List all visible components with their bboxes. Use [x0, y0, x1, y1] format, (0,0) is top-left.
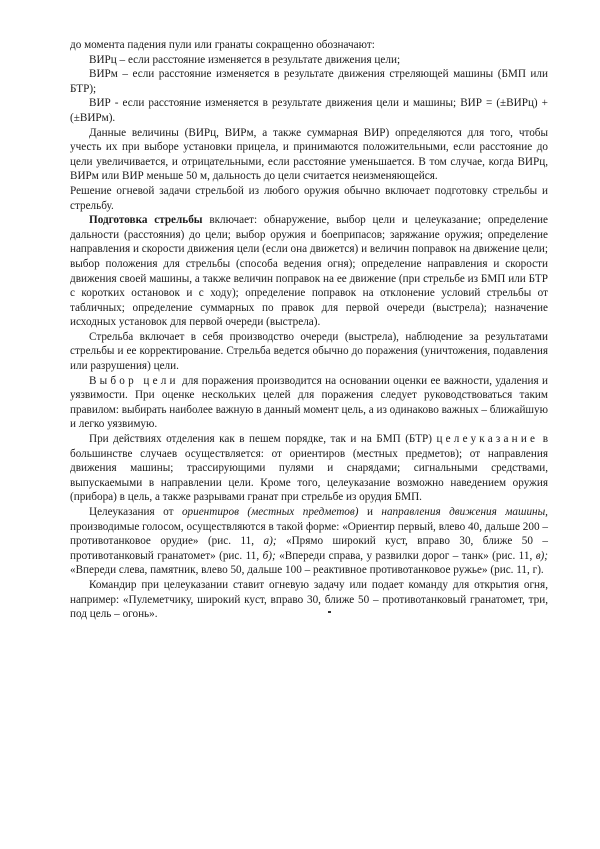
paragraph-firing: Стрельба включает в себя производство очереди (выстрела), наблюдение за результатами стрельбы и ее корректирование. Стрельба ведется обычно до поражения (уничтожения, подавления или разрушения) цели. — [70, 330, 548, 373]
paragraph-preparation — [70, 213, 548, 330]
examples-text: и — [358, 506, 382, 518]
figure-ref-b: б); — [262, 549, 276, 562]
examples-text: Целеуказания от — [89, 506, 182, 518]
paragraph-designation — [70, 432, 548, 505]
examples-text: «Впереди справа, у развилки дорог – танк» (рис. 11, — [275, 549, 536, 562]
examples-italic: направления движения машины, — [381, 506, 548, 518]
paragraph-vir-c: ВИРц – если расстояние изменяется в результате движения цели; — [89, 53, 401, 66]
page-mark — [328, 611, 331, 613]
paragraph-target-choice — [70, 374, 548, 432]
term-target-choice: Выбор цели — [89, 374, 179, 387]
examples-text: «Прямо широкий куст, вправо 30, ближе 50 – противотанковый гранатомет» (рис. 11, — [70, 535, 549, 562]
examples-text: «Впереди слева, памятник, влево 50, дальше 100 – реактивное противотанковое ружье» (рис. 11, г). — [70, 564, 544, 577]
designation-post: в большинстве случаев осуществляется: от ориентиров (местных предметов); от направления движения машины; трассирующими пулями и снарядами; сигнальными средствами, выпускаемыми в направлении цели. Кроме того, целеуказание возможно наведением оружия (прибора) в цель, а также разрывами гранат при стрельбе из орудия БМП. — [70, 433, 548, 504]
paragraph-intro: до момента падения пули или гранаты сокращенно обозначают: — [70, 39, 375, 51]
document-page — [70, 38, 548, 622]
paragraph-examples — [70, 505, 548, 578]
preparation-text: включает: обнаружение, выбор цели и целеуказание; определение дальности (расстояния) до цели; выбор оружия и боеприпасов; заряжание оружия; определение направления и скорости движения цели (если она движется) и величин поправок на движение цели; выбор положения для стрельбы (способа ведения огня); определение направления и скорости движения своей машины, а также величин поправок на ее движение (при стрельбе из БМП или БТР с коротких остановок и с ходу); определение поправок на отклонение условий стрельбы от табличных; определение суммарных по правок для первой очереди (выстрела); назначение исходных установок для первой очереди (выстрела). — [70, 214, 548, 329]
paragraph-vir: ВИР - если расстояние изменяется в результате движения цели и машины; ВИР = (±ВИРц) + (±ВИРм). — [70, 97, 548, 124]
figure-ref-a: а); — [263, 535, 277, 548]
paragraph-values: Данные величины (ВИРц, ВИРм, а также суммарная ВИР) определяются для того, чтобы учесть их при выборе установки прицела, и принимаются положительными, если расстояние до цели увеличивается, и отрицательными, если расстояние уменьшается. В том случае, когда ВИРц, ВИРм или ВИР меньше 50 м, дальность до цели считается неизменяющейся. — [70, 126, 548, 183]
examples-text: производимые голосом, осуществляются в такой форме: «Ориентир первый, влево 40, дальше 200 – противотанковое орудие» (рис. 11, — [70, 520, 548, 548]
term-designation: целеуказание — [436, 433, 539, 446]
examples-italic: ориентиров (местных предметов) — [181, 506, 359, 518]
figure-ref-v: в); — [535, 549, 549, 562]
paragraph-solution: Решение огневой задачи стрельбой из любого оружия обычно включает подготовку стрельбы и стрельбу. — [70, 184, 548, 212]
paragraph-command: Командир при целеуказании ставит огневую задачу или подает команду для открытия огня, например: «Пулеметчику, широкий куст, вправо 30, ближе 50 – противотанковый гранатомет, три, под цель – огонь». — [70, 578, 548, 621]
designation-pre: При действиях отделения как в пешем порядке, так и на БМП (БТР) — [89, 433, 437, 446]
paragraph-vir-m: ВИРм – если расстояние изменяется в результате движения стреляющей машины (БМП или БТР); — [70, 68, 548, 95]
target-choice-text: для поражения производится на основании оценки ее важности, удаления и уязвимости. При оценке нескольких целей для поражения следует руководствоваться таким правилом: выбирать наиболее важную в данный момент цель, а из одинаково важных – ближайшую и легко уязвимую. — [70, 374, 548, 431]
term-preparation: Подготовка стрельбы — [89, 214, 203, 227]
